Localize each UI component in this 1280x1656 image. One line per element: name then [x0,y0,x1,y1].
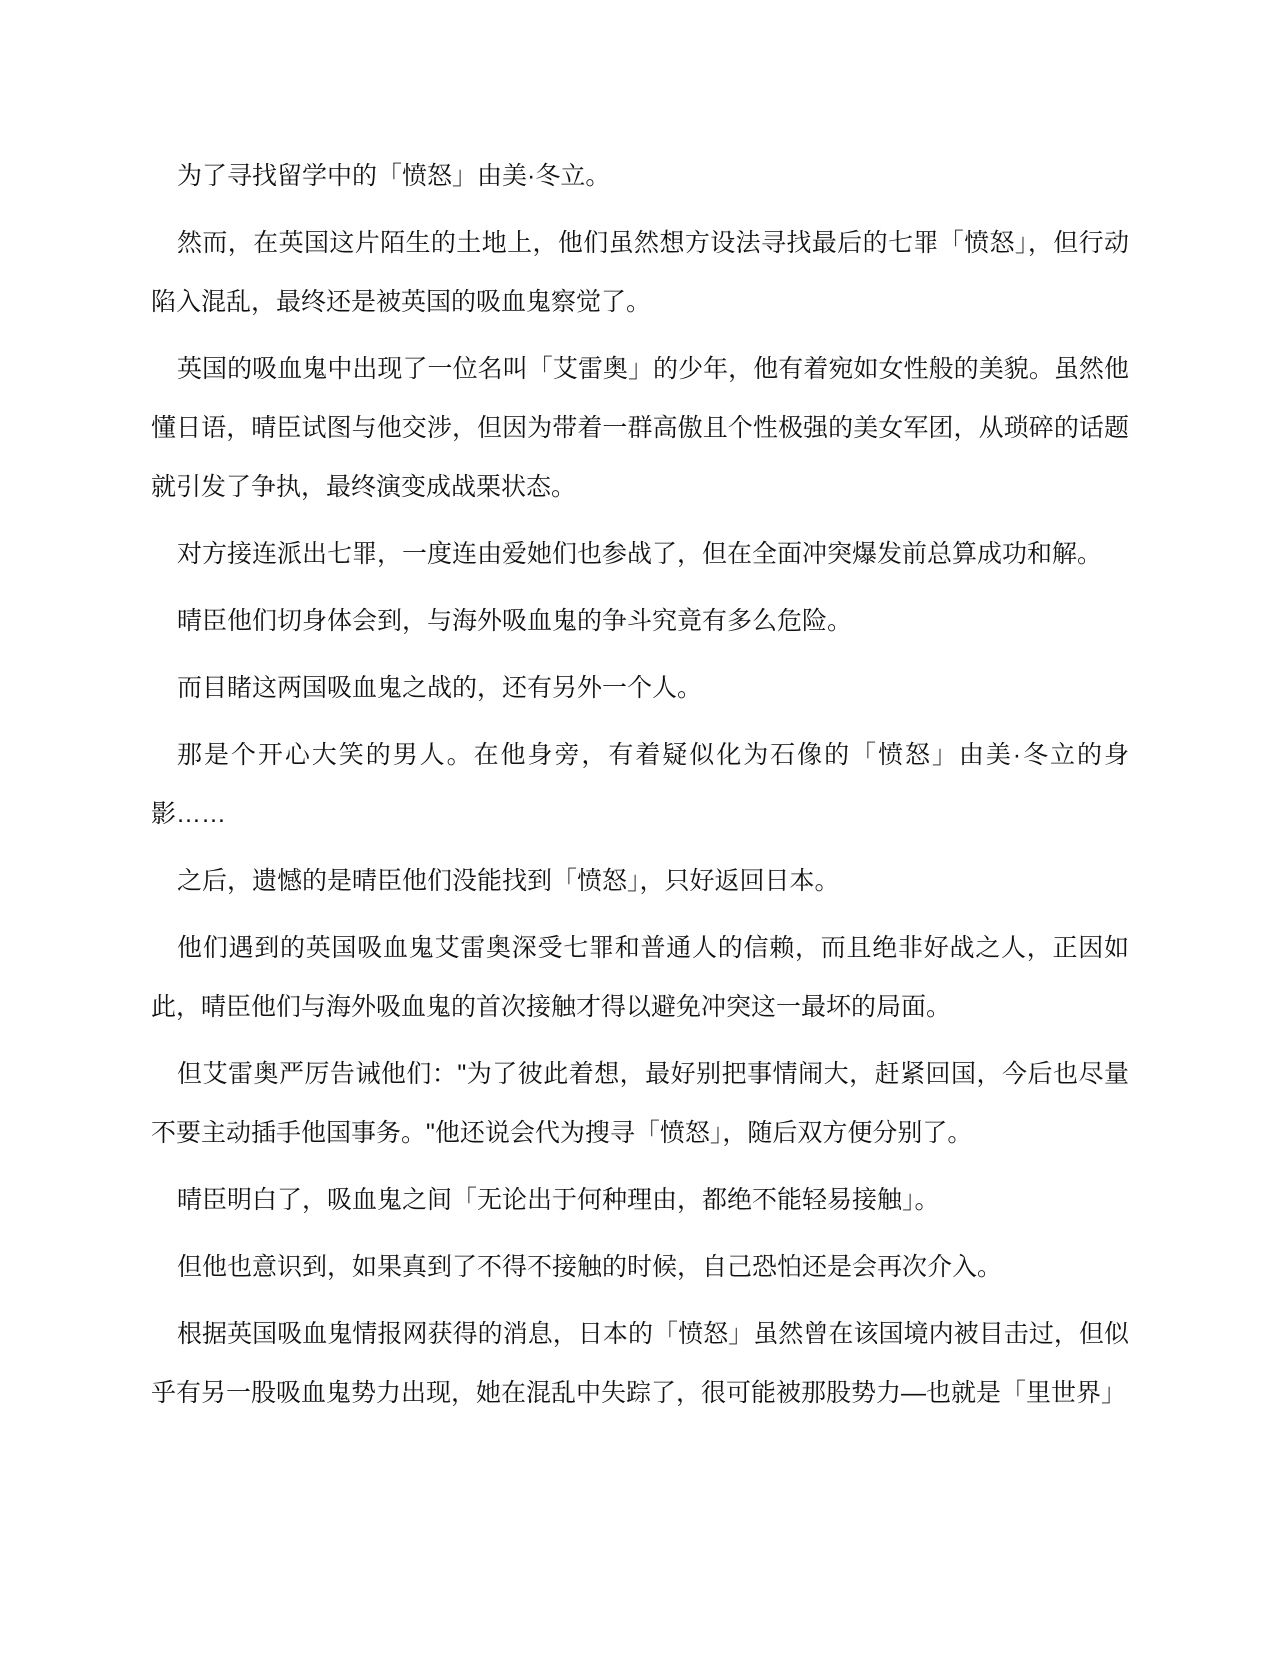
paragraph: 但艾雷奥严厉告诫他们："为了彼此着想，最好别把事情闹大，赶紧回国，今后也尽量不要主动插手他国事务。"他还说会代为搜寻「愤怒」，随后双方便分别了。 [151,1060,1129,1147]
paragraph: 那是个开心大笑的男人。在他身旁，有着疑似化为石像的「愤怒」由美·冬立的身影…… [151,741,1129,828]
paragraph: 晴臣明白了，吸血鬼之间「无论出于何种理由，都绝不能轻易接触」。 [177,1186,940,1214]
paragraph: 之后，遗憾的是晴臣他们没能找到「愤怒」，只好返回日本。 [177,867,840,895]
paragraph: 英国的吸血鬼中出现了一位名叫「艾雷奥」的少年，他有着宛如女性般的美貌。虽然他懂日语，晴臣试图与他交涉，但因为带着一群高傲且个性极强的美女军团，从琐碎的话题就引发了争执，最终演变成战栗状态。 [151,355,1129,501]
paragraph: 为了寻找留学中的「愤怒」由美·冬立。 [177,162,611,190]
paragraph: 根据英国吸血鬼情报网获得的消息，日本的「愤怒」虽然曾在该国境内被目击过，但似乎有另一股吸血鬼势力出现，她在混乱中失踪了，很可能被那股势力—也就是「里世界」 [151,1320,1129,1407]
paragraph: 对方接连派出七罪，一度连由爱她们也参战了，但在全面冲突爆发前总算成功和解。 [177,540,1103,568]
paragraph: 他们遇到的英国吸血鬼艾雷奥深受七罪和普通人的信赖，而且绝非好战之人，正因如此，晴臣他们与海外吸血鬼的首次接触才得以避免冲突这一最坏的局面。 [151,934,1129,1021]
paragraph: 然而，在英国这片陌生的土地上，他们虽然想方设法寻找最后的七罪「愤怒」，但行动陷入混乱，最终还是被英国的吸血鬼察觉了。 [151,229,1129,316]
paragraph: 但他也意识到，如果真到了不得不接触的时候，自己恐怕还是会再次介入。 [177,1253,1003,1281]
paragraph: 而目睹这两国吸血鬼之战的，还有另外一个人。 [177,674,703,702]
paragraph: 晴臣他们切身体会到，与海外吸血鬼的争斗究竟有多么危险。 [177,607,853,635]
